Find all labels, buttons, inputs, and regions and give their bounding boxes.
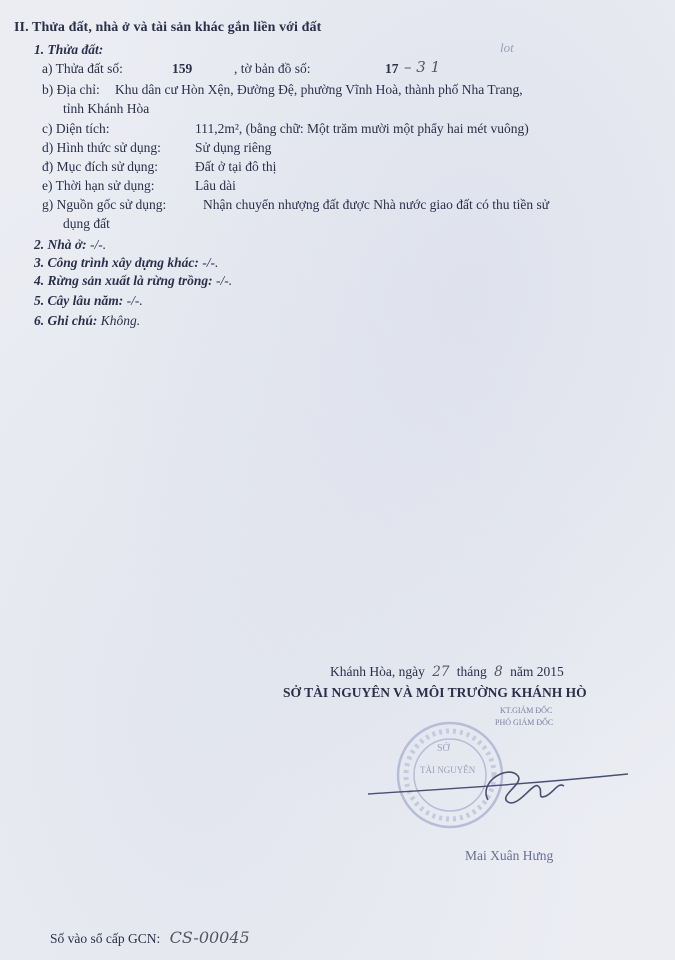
item-house-heading: 2. Nhà ở: (34, 237, 87, 252)
map-sheet-label: , tờ bản đồ số: (234, 61, 311, 76)
item-house (34, 237, 106, 253)
stamp-line-text: TÀI NGUYÊN (420, 765, 476, 775)
item-planted-forest-value: -/-. (215, 273, 233, 288)
signature (368, 752, 628, 822)
signing-month: 8 (494, 664, 503, 680)
area-label: c) Diện tích: (42, 121, 110, 136)
address-value-line2: tỉnh Khánh Hòa (63, 101, 150, 116)
item-perennial-trees (34, 293, 143, 309)
stamp-center-text: SỞ (437, 743, 450, 754)
registration-number-value: CS-00045 (169, 928, 250, 947)
signing-year: năm 2015 (510, 664, 564, 679)
registration-number-label: Số vào sổ cấp GCN: (50, 931, 161, 946)
usage-term-label: e) Thời hạn sử dụng: (42, 178, 155, 193)
area-value: 111,2m², (bằng chữ: Một trăm mười một phẩy hai mét vuông) (195, 121, 529, 136)
signing-month-label: tháng (456, 664, 487, 679)
map-sheet-value: 17 (385, 61, 399, 76)
parcel-number-label: a) Thửa đất số: (42, 61, 123, 76)
item-notes-heading: 6. Ghi chú: (34, 313, 98, 328)
signing-day: 27 (432, 664, 450, 680)
item-other-construction-heading: 3. Công trình xây dựng khác: (34, 255, 199, 270)
usage-form-value: Sử dụng riêng (195, 140, 272, 155)
item-notes (34, 313, 140, 329)
signer-title-line2: PHÓ GIÁM ĐỐC (495, 718, 554, 727)
signing-place: Khánh Hòa, ngày (330, 664, 425, 679)
registration-number (50, 928, 250, 947)
signing-date (330, 664, 564, 680)
origin-label: g) Nguồn gốc sử dụng: (42, 197, 167, 212)
map-sheet-handwritten: – 3 1 (404, 58, 441, 76)
item-notes-value: Không. (100, 313, 141, 328)
usage-purpose-label: đ) Mục đích sử dụng: (42, 159, 159, 174)
issuing-agency: SỞ TÀI NGUYÊN VÀ MÔI TRƯỜNG KHÁNH HÒ (283, 685, 587, 700)
item-perennial-trees-heading: 5. Cây lâu năm: (34, 293, 124, 308)
origin-value-line1: Nhận chuyển nhượng đất được Nhà nước giao đất có thu tiền sử (203, 197, 550, 212)
origin-value-line2: dụng đất (63, 216, 110, 231)
address-value-line1: Khu dân cư Hòn Xện, Đường Đệ, phường Vĩnh Hoà, thành phố Nha Trang, (115, 82, 523, 97)
margin-note: lot (500, 40, 514, 55)
address-label: b) Địa chỉ: (42, 82, 100, 97)
item-perennial-trees-value: -/-. (126, 293, 143, 308)
item-planted-forest-heading: 4. Rừng sản xuất là rừng trồng: (34, 273, 213, 288)
item-other-construction (34, 255, 218, 271)
item-planted-forest (34, 273, 232, 289)
item-house-value: -/-. (90, 237, 107, 252)
usage-form-label: d) Hình thức sử dụng: (42, 140, 161, 155)
item-other-construction-value: -/-. (202, 255, 219, 270)
usage-purpose-value: Đất ở tại đô thị (195, 159, 277, 174)
section-title: II. Thửa đất, nhà ở và tài sản khác gắn liền với đất (14, 20, 322, 35)
usage-term-value: Lâu dài (195, 178, 236, 193)
signer-name: Mai Xuân Hưng (465, 848, 554, 863)
signer-title-line1: KT.GIÁM ĐỐC (500, 706, 553, 715)
land-heading: 1. Thửa đất: (34, 42, 104, 57)
parcel-number-value: 159 (172, 61, 193, 76)
